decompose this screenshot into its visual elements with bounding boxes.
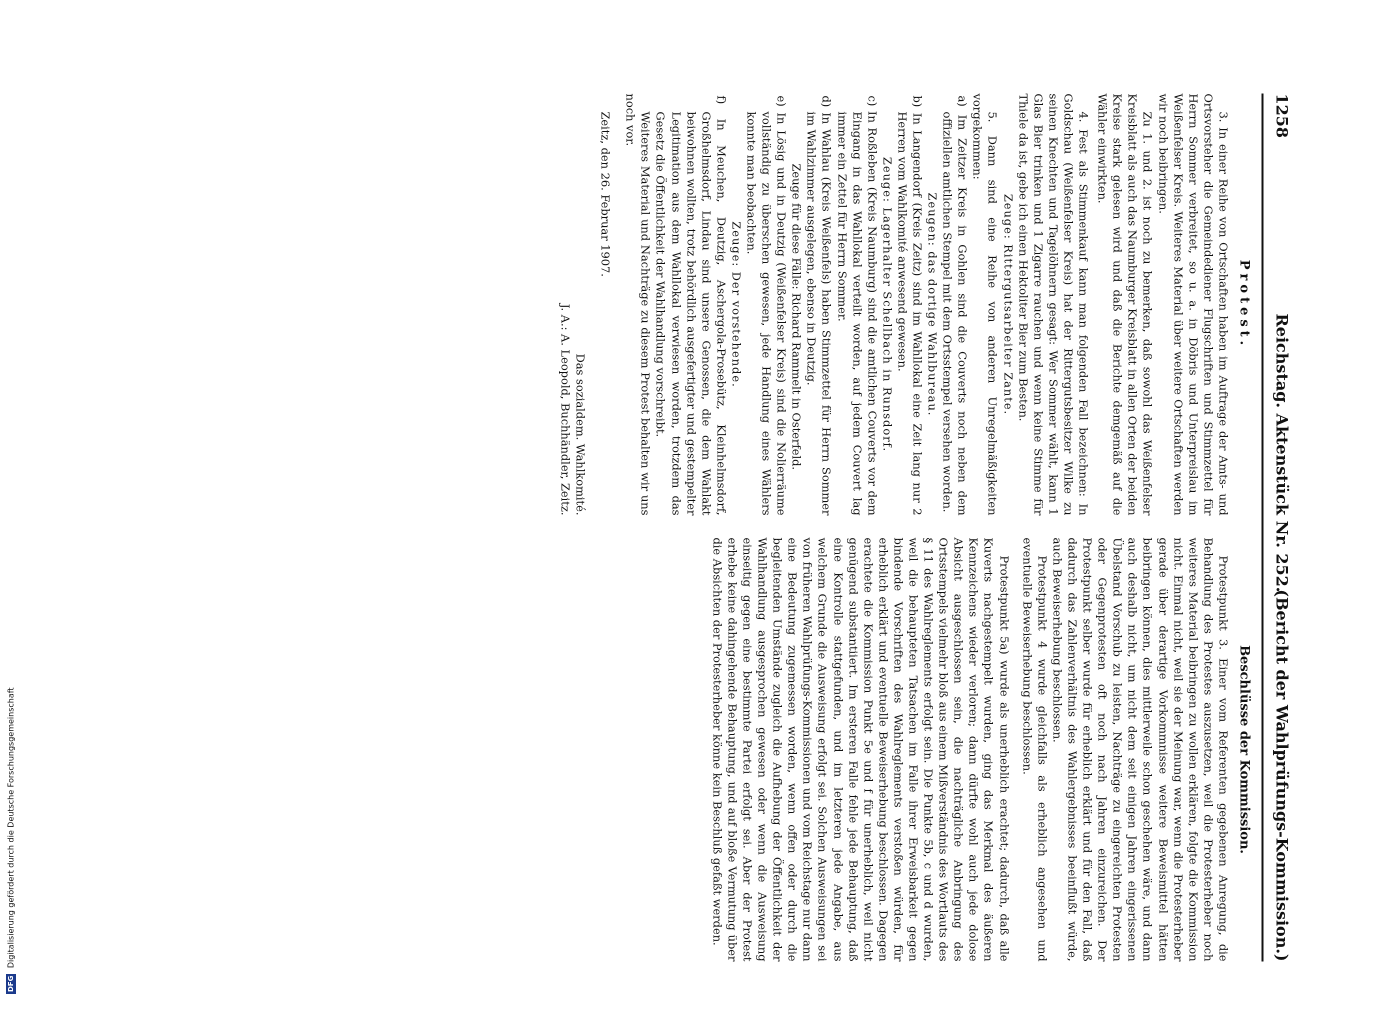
witness-line: Zeuge: Lagerhalter Schellbach in Runsdorf.: [880, 156, 895, 453]
protest-item-b: b) In Langendorf (Kreis Zeitz) sind im Wahllokal eine Zeit lang nur 2 Herren vom Wahlkomité anwesend gewesen.: [895, 95, 925, 516]
commission-column: [709, 538, 1253, 962]
protest-item-c: c) In Roßleben (Kreis Naumburg) sind die amtlichen Couverts vor dem Eingang in das Wahllokal verteilt worden, auf jedem Couvert lag immer ein Zettel für Herrn Sommer.: [835, 95, 880, 516]
signature-name: J. A.: A. Leopold, Buchhändler, Zeitz.: [558, 303, 573, 516]
protest-closing: Weiteres Material und Nachträge zu diesem Protest behalten wir uns noch vor.: [623, 93, 653, 516]
decision-point-3: Protestpunkt 3. Einer vom Referenten gegebenen Anregung, die Behandlung des Protestes auszusetzen, weil die Protesterheber noch weiteres Material beibringen zu wollen erklären, folgte die Kommission nicht. Einmal nicht, weil sie der Meinung war, wenn die Protesterheber gerade über derartige Vorkommnisse weitere Beweismittel hätten beibringen können, dies mittlerweile schon geschehen wäre, und dann auch deshalb nicht, um nicht dem seit einigen Jahren eingerissenen Übelstand Vorschub zu leisten, Nachträge zu eingereichten Protesten oder Gegenprotesten oft noch nach Jahren einzureichen. Der Protestpunkt selber wurde für erheblich erklärt und für den Fall, daß dadurch das Zahlenverhältnis des Wahlergebnisses beeinflußt würde, auch Beweiserhebung beschlossen.: [1050, 537, 1231, 962]
protest-point-3: 3. In einer Reihe von Ortschaften haben im Auftrage der Amts- und Ortsvorsteher die Gemeindediener Flugschriften und Stimmzettel für Herrn Sommer verbreitet, so u. a. in Döbris und Unterpreislau im Weißenfelser Kreis. Weiteres Material über weitere Ortschaften werden wir noch beibringen.: [1156, 93, 1231, 516]
rotated-page: [0, 32, 1352, 1032]
protest-item-a: a) Im Zeitzer Kreis in Gohlen sind die Couverts noch neben dem offiziellen amtlichen Stempel mit dem Ortsstempel versehen worden.: [940, 95, 970, 516]
protest-note-1-2: Zu 1. und 2. ist noch zu bemerken, daß sowohl das Weißenfelser Kreisblatt als auch das Naumburger Kreisblatt in allen Orten der beiden Kreise stark gelesen wird und daß die Berichte demgemäß auf die Wähler einwirkten.: [1095, 93, 1155, 516]
funding-footer: [6, 8, 32, 994]
commission-heading: Beschlüsse der Kommission.: [1236, 645, 1252, 854]
funding-note: Digitalisierung gefördert durch die Deutsche Forschungsgemeinschaft: [6, 687, 16, 969]
protest-heading: Protest.: [1236, 259, 1252, 350]
decision-point-4: Protestpunkt 4 wurde gleichfalls als erheblich angesehen und eventuelle Beweiserhebung beschlossen.: [1020, 537, 1050, 962]
protest-item-f: f) In Meuchen, Deutzig, Aschergola-Prosebütz, Kleinhelmsdorf, Großhelmsdorf, Lindau sind unsere Genossen, die dem Wahlakt beiwohnen wollten, trotz behördlich ausgefertigter und gestempelter Legitimation aus dem Wahllokal verwiesen worden, trotzdem das Gesetz die Öffentlichkeit der Wahlhandlung vorschreibt.: [653, 95, 729, 516]
protest-item-e: e) In Lösig und in Deutzig (Weißenfelser Kreis) sind die Nolierräume vollständig zu überschen gewesen, jede Handlung eines Wählers konnte man beobachten.: [744, 95, 789, 516]
signature-committee: Das sozialdem. Wahlkomité.: [573, 353, 588, 516]
protest-column: [557, 94, 1253, 516]
witness-line: Zeuge: Rittergutsarbeiter Zante.: [1001, 193, 1016, 416]
decision-point-5: Protestpunkt 5a) wurde als unerheblich erachtet; dadurch, daß alle Kuverts nachgestempelt wurden, ging das Merkmal des äußeren Kennzeichens wieder verloren; dann dürfte wohl auch jede dolose Absicht ausgeschlossen sein, die nachträgliche Anbringung des Ortsstempels vielmehr bloß aus einem Mißverständnis des Wortlauts des § 11 des Wahlreglements erfolgt sein. Die Punkte 5b, c und d wurden, weil die behaupteten Tatsachen im Falle ihrer Erweisbarkeit gegen bindende Vorschriften des Wahlreglements verstoßen würden, für erheblich erklärt und eventuelle Beweiserhebung beschlossen. Dagegen erachtete die Kommission Punkt 5e und f für unerheblich, weil nicht genügend substantiiert. Im ersteren Falle fehle jede Behauptung, daß eine Kontrolle stattgefunden, und im letzteren jede Angabe, aus welchem Grunde die Ausweisung erfolgt sei. Solchen Ausweisungen sei von früheren Wahlprüfungs-Kommissionen und vom Reichstage nur dann eine Bedeutung zugemessen worden, wenn offen oder durch die begleitenden Umstände zugleich die Aufhebung der Öffentlichkeit der Wahlhandlung ausgesprochen gewesen oder wenn die Ausweisung einseitig gegen eine bestimmte Partei erfolgt sei. Aber der Protest erhebe keine dahingehende Behauptung, und auf bloße Vermutung über die Absichten der Protesterheber könne kein Beschluß gefaßt werden.: [710, 537, 1012, 962]
place-date: Zeitz, den 26. Februar 1907.: [598, 111, 613, 277]
protest-point-4: 4. Fest als Stimmenkauf kann man folgenden Fall bezeichnen: In Goldschau (Weißenfelser Kreis) hat der Rittergutsbesitzer Wilke zu seinen Knechten und Tagelöhnern gesagt: Wer Sommer wählt, kann 1 Glas Bier trinken und 1 Zigarre rauchen und wenn keine Stimme für Thiele da ist, gebe ich einen Hektoliter Bier zum Besten.: [1016, 93, 1091, 516]
header-rule: [1262, 94, 1264, 962]
witness-line: Zeugen: das dortige Wahlbureau.: [925, 192, 940, 417]
page-header: [1266, 94, 1292, 962]
witness-line: Zeuge: Der vorstehende.: [729, 221, 744, 388]
protest-item-d: d) In Wahlau (Kreis Weißenfels) haben Stimmzettel für Herrn Sommer im Wahlzimmer ausgelegen, ebenso in Deutzig.: [804, 95, 834, 516]
page-subtitle: (Bericht der Wahlprüfungs-Kommission.): [1272, 589, 1292, 962]
dfg-logo: DFG: [7, 975, 15, 992]
page-number: 1258: [1272, 93, 1292, 139]
witness-line: Zeuge für diese Fälle: Richard Rammelt in Osterfeld.: [789, 163, 804, 471]
page-title: Reichstag. Aktenstück Nr. 252.: [1272, 313, 1292, 593]
protest-point-5: 5. Dann sind eine Reihe von anderen Unregelmäßigkeiten vorgekommen:: [970, 93, 1000, 516]
